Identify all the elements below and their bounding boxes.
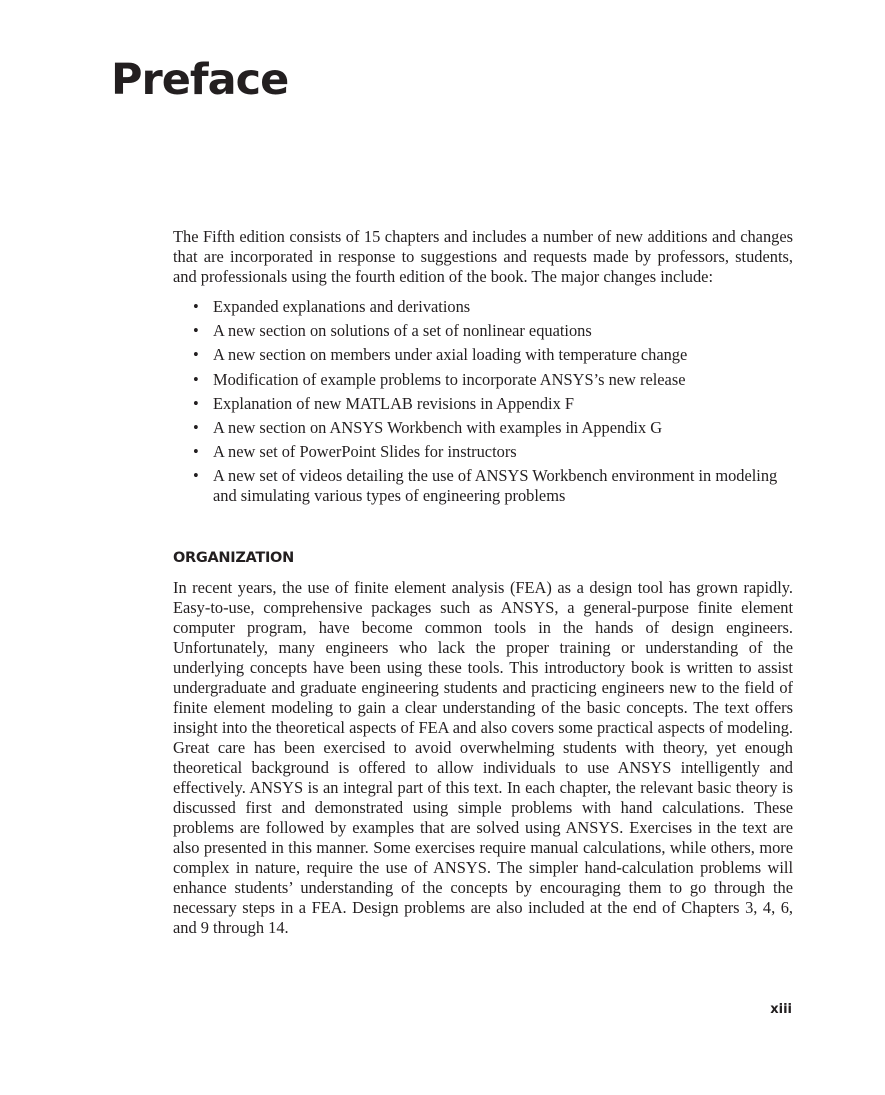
bullet-icon: • [193, 417, 199, 437]
list-item-text: A new section on solutions of a set of nonlinear equations [213, 321, 592, 341]
organization-paragraph: In recent years, the use of finite element analysis (FEA) as a design tool has grown rapidly. Easy-to-use, comprehensive packages such as ANSYS, a general-purpose finite element computer program, have become common tools in the hands of design engineers. Unfortunately, many engineers who lack the proper training or understanding of the underlying concepts have been using these tools. This introductory book is written to assist undergraduate and graduate engineering students and practicing engineers new to the field of finite element modeling to gain a clear understanding of the basic concepts. The text offers insight into the theoretical aspects of FEA and also covers some practical aspects of modeling. Great care has been exercised to avoid overwhelming students with theory, yet enough theoretical background is offered to allow individuals to use ANSYS intelligently and effectively. ANSYS is an integral part of this text. In each chapter, the relevant basic theory is discussed first and demonstrated using simple problems with hand calculations. These problems are followed by examples that are solved using ANSYS. Exercises in the text are also presented in this manner. Some exercises require manual calculations, while others, more complex in nature, require the use of ANSYS. The simpler hand-calculation problems will enhance students’ understanding of the concepts by encouraging them to go through the necessary steps in a FEA. Design problems are also included at the end of Chapters 3, 4, 6, and 9 through 14. [173, 578, 793, 938]
list-item [173, 394, 793, 414]
bullet-icon: • [193, 345, 199, 365]
organization-heading: ORGANIZATION [173, 550, 294, 567]
list-item-text: Expanded explanations and derivations [213, 297, 471, 316]
intro-paragraph: The Fifth edition consists of 15 chapters and includes a number of new additions and changes that are incorporated in response to suggestions and requests made by professors, students, and professionals using the fourth edition of the book. The major changes include: [173, 227, 793, 286]
major-changes-list [173, 297, 793, 506]
list-item-text: Modification of example problems to incorporate ANSYS’s new release [213, 369, 686, 389]
list-item [173, 466, 793, 506]
page-number: xiii [770, 1002, 792, 1017]
list-item-text: A new section on ANSYS Workbench with examples in Appendix G [213, 417, 663, 437]
list-item [173, 297, 793, 317]
list-item [173, 345, 793, 365]
list-item-text: A new set of videos detailing the use of ANSYS Workbench environment in modeling and simulating various types of engineering problems [213, 466, 778, 506]
bullet-icon: • [193, 442, 199, 462]
list-item-text: A new section on members under axial loading with temperature change [213, 345, 688, 365]
bullet-icon: • [193, 393, 199, 413]
list-item [173, 442, 793, 462]
list-item [173, 321, 793, 341]
bullet-icon: • [193, 297, 199, 316]
preface-content [173, 227, 793, 938]
bullet-icon: • [193, 369, 199, 389]
page-title: Preface [111, 55, 289, 105]
list-item-text: Explanation of new MATLAB revisions in Appendix F [213, 393, 575, 413]
list-item [173, 370, 793, 390]
list-item [173, 418, 793, 438]
list-item-text: A new set of PowerPoint Slides for instructors [213, 442, 517, 462]
bullet-icon: • [193, 466, 199, 486]
bullet-icon: • [193, 321, 199, 341]
